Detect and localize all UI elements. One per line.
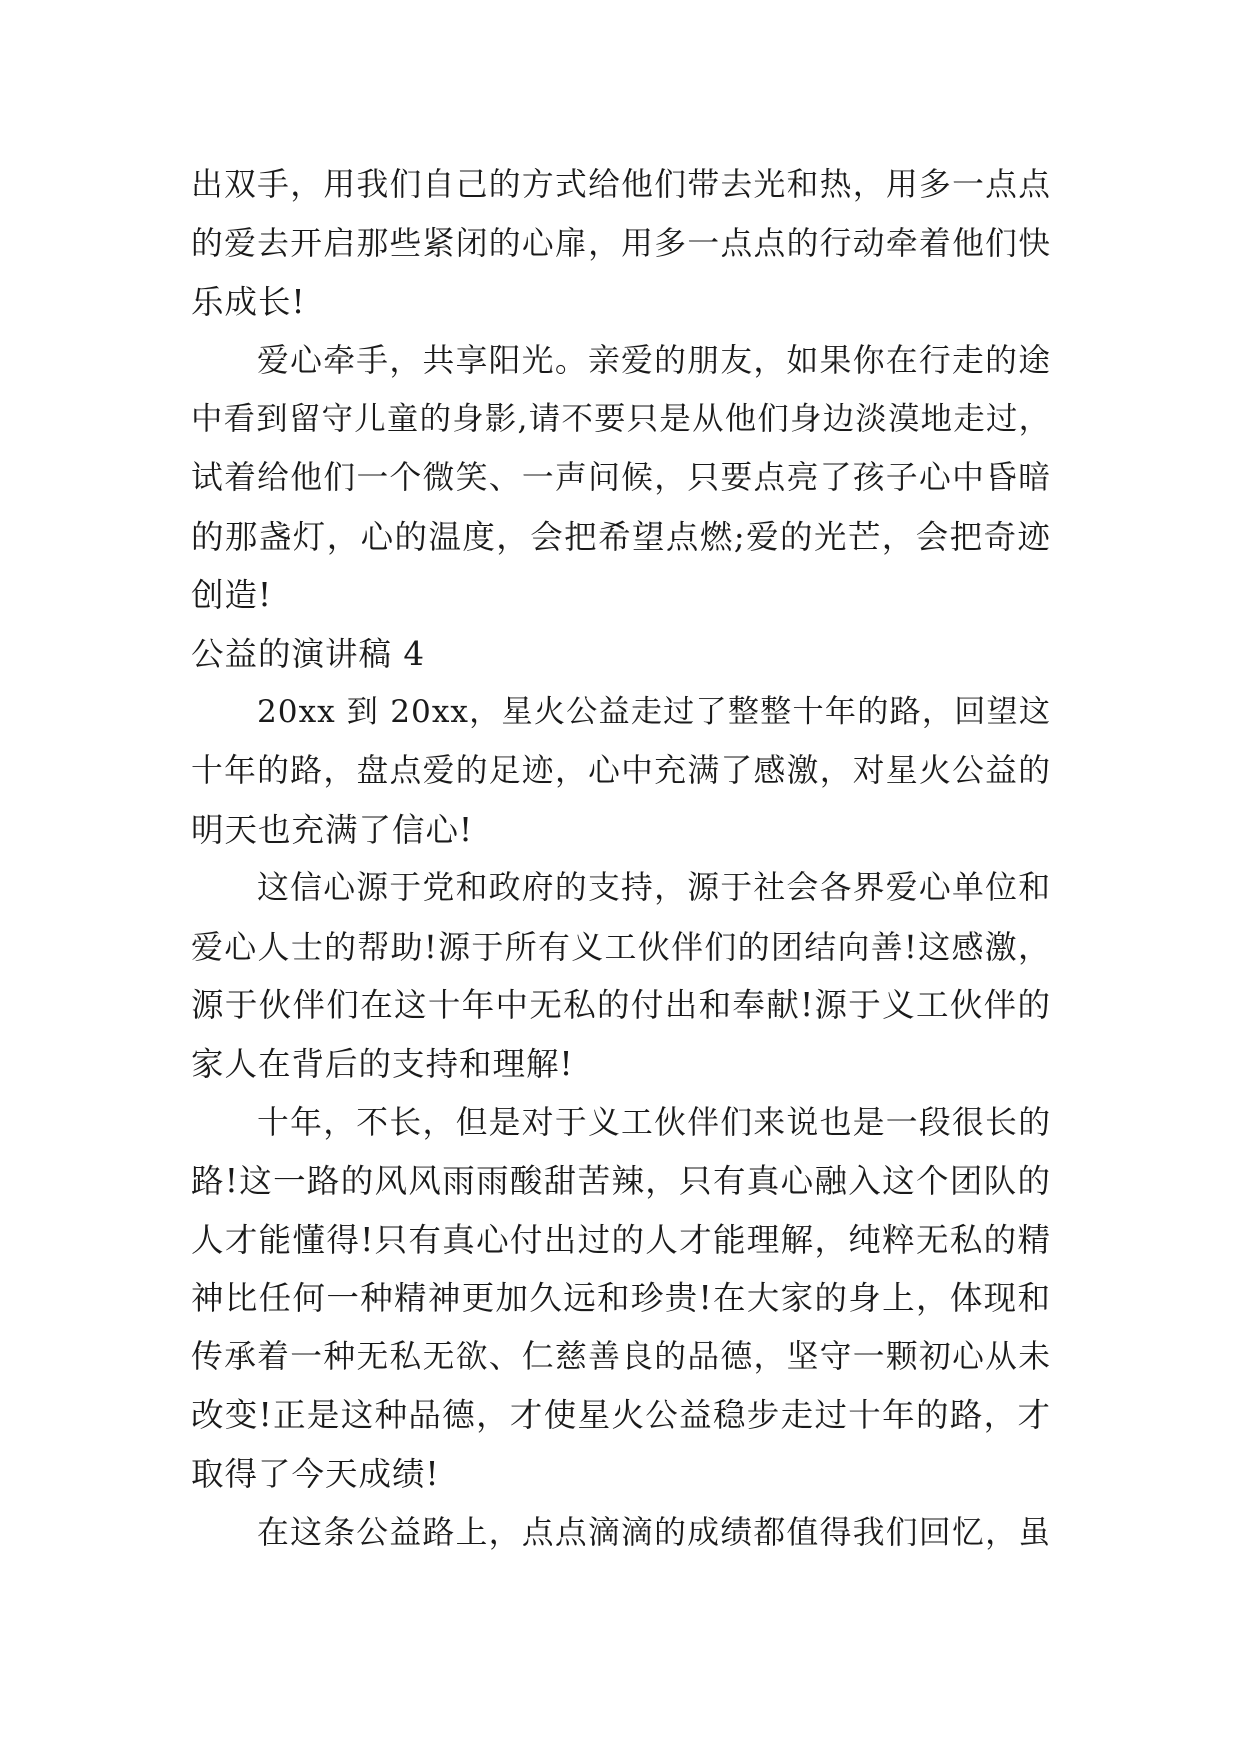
section-heading: 公益的演讲稿 4 xyxy=(191,634,426,673)
text-line: 路!这一路的风风雨雨酸甜苦辣，只有真心融入这个团队的 xyxy=(191,1162,1051,1201)
text-line: 在这条公益路上，点点滴滴的成绩都值得我们回忆，虽 xyxy=(257,1513,1051,1551)
text-line: 明天也充满了信心! xyxy=(191,810,474,849)
text-line: 人才能懂得!只有真心付出过的人才能理解，纯粹无私的精 xyxy=(191,1220,1051,1259)
text-line: 乐成长! xyxy=(191,283,306,322)
text-line: 神比任何一种精神更加久远和珍贵!在大家的身上，体现和 xyxy=(191,1279,1051,1318)
text-line: 十年，不长，但是对于义工伙伴们来说也是一段很长的 xyxy=(257,1103,1051,1141)
document-body xyxy=(191,156,1051,1562)
text-line: 创造! xyxy=(191,576,273,615)
text-line: 爱心人士的帮助!源于所有义工伙伴们的团结向善!这感激， xyxy=(191,927,1051,966)
text-line: 这信心源于党和政府的支持，源于社会各界爱心单位和 xyxy=(257,869,1051,907)
text-line: 的爱去开启那些紧闭的心扉，用多一点点的行动牵着他们快 xyxy=(191,225,1051,262)
text-line: 取得了今天成绩! xyxy=(191,1455,440,1494)
text-line: 改变!正是这种品德，才使星火公益稳步走过十年的路，才 xyxy=(191,1396,1051,1435)
text-line: 传承着一种无私无欲、仁慈善良的品德，坚守一颗初心从未 xyxy=(191,1338,1051,1375)
text-line: 20xx 到 20xx，星火公益走过了整整十年的路，回望这 xyxy=(257,694,1051,731)
text-line: 出双手，用我们自己的方式给他们带去光和热，用多一点点 xyxy=(191,167,1051,203)
text-line: 试着给他们一个微笑、一声问候，只要点亮了孩子心中昏暗 xyxy=(191,459,1051,496)
text-line: 十年的路，盘点爱的足迹，心中充满了感激，对星火公益的 xyxy=(191,752,1051,789)
text-line: 的那盏灯，心的温度，会把希望点燃;爱的光芒，会把奇迹 xyxy=(191,517,1051,556)
text-line: 家人在背后的支持和理解! xyxy=(191,1044,574,1083)
text-line: 源于伙伴们在这十年中无私的付出和奉献!源于义工伙伴的 xyxy=(191,986,1051,1025)
text-line: 中看到留守儿童的身影,请不要只是从他们身边淡漠地走过， xyxy=(191,401,1051,438)
text-line: 爱心牵手，共享阳光。亲爱的朋友，如果你在行走的途 xyxy=(257,341,1051,379)
